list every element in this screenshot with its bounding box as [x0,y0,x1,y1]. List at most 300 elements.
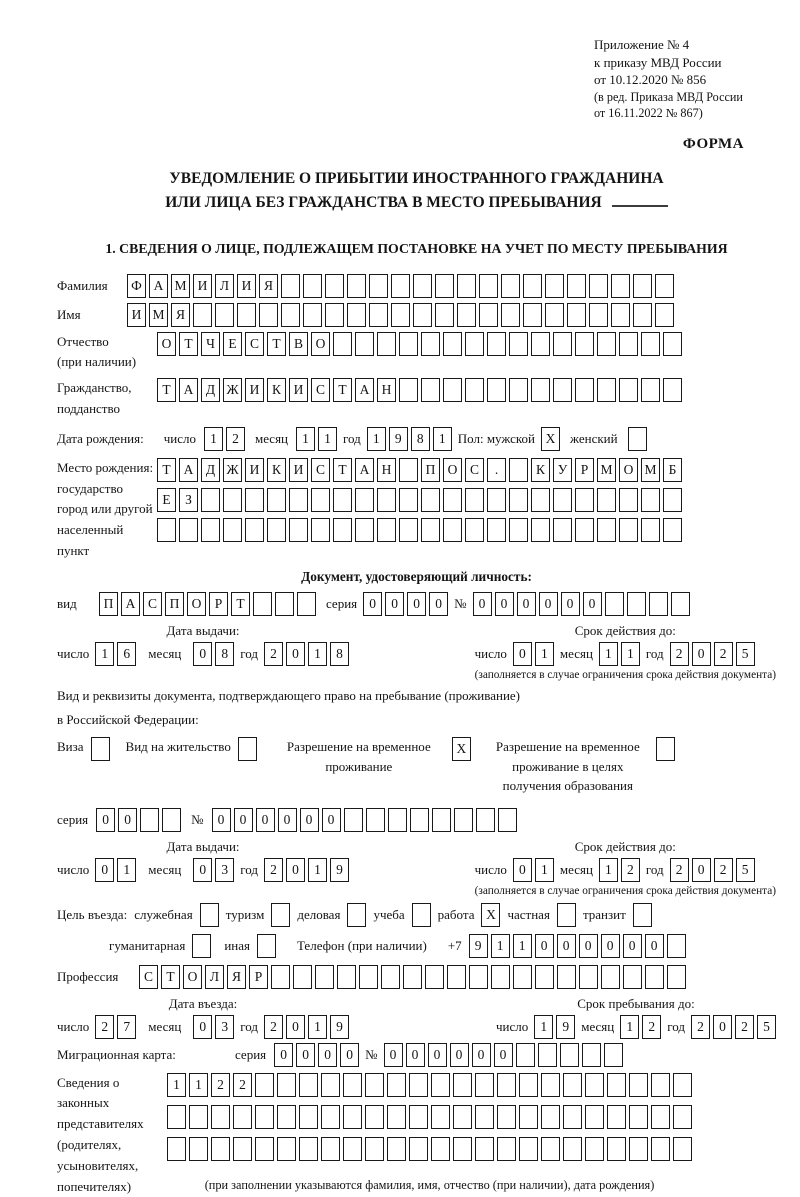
doc-number-input[interactable] [473,592,690,616]
representatives-cell[interactable] [629,1073,648,1097]
residence-number-cell[interactable]: 0 [278,808,297,832]
entry-year-cell[interactable]: 9 [330,1015,349,1039]
expiry-day-cell[interactable]: 0 [513,642,532,666]
surname-cell[interactable] [545,274,564,298]
doc-series-cell[interactable]: 0 [385,592,404,616]
doc-series-cell[interactable]: 0 [363,592,382,616]
mc-series-input[interactable] [274,1043,359,1067]
res-expiry-day-cell[interactable]: 0 [513,858,532,882]
doc-kind-cell[interactable] [297,592,316,616]
phone-cell[interactable]: 0 [645,934,664,958]
surname-cell[interactable] [369,274,388,298]
purpose-private-cell[interactable] [557,903,576,927]
residence-number-cell[interactable]: 0 [212,808,231,832]
birth-place-cell[interactable] [289,488,308,512]
birth-place-cell[interactable] [267,488,286,512]
sex-male-cell[interactable]: X [541,427,560,451]
representatives-cell[interactable] [211,1105,230,1129]
doc-number-cell[interactable]: 0 [539,592,558,616]
birth-place-cell[interactable] [399,518,418,542]
sex-female-checkbox[interactable] [628,427,647,451]
issue-year-cell[interactable]: 2 [264,642,283,666]
given-name-cell[interactable] [413,303,432,327]
residence-series-cell[interactable]: 0 [118,808,137,832]
given-name-cell[interactable] [391,303,410,327]
citizenship-cell[interactable] [487,378,506,402]
issue-day-cell[interactable]: 6 [117,642,136,666]
birth-place-cell[interactable]: Б [663,458,682,482]
res-issue-year-cell[interactable]: 9 [330,858,349,882]
residence-number-cell[interactable] [454,808,473,832]
surname-cell[interactable] [589,274,608,298]
representatives-cell[interactable] [497,1105,516,1129]
doc-number-cell[interactable] [627,592,646,616]
entry-month-input[interactable] [193,1015,234,1039]
stay-day-cell[interactable]: 9 [556,1015,575,1039]
profession-cell[interactable] [667,965,686,989]
birth-place-cell[interactable] [575,518,594,542]
purpose-other-cell[interactable] [257,934,276,958]
residence-expiry-month[interactable] [599,858,640,882]
doc-kind-cell[interactable]: А [121,592,140,616]
birth-place-cell[interactable] [663,488,682,512]
profession-cell[interactable]: С [139,965,158,989]
residence-series-cell[interactable] [162,808,181,832]
mc-number-cell[interactable] [560,1043,579,1067]
birth-place-cell[interactable]: О [443,458,462,482]
citizenship-cell[interactable] [641,378,660,402]
citizenship-cell[interactable] [509,378,528,402]
identity-issue-day[interactable] [95,642,136,666]
mc-series-cell[interactable]: 0 [296,1043,315,1067]
representatives-cell[interactable] [277,1105,296,1129]
representatives-cell[interactable] [453,1137,472,1161]
res-issue-year-cell[interactable]: 0 [286,858,305,882]
citizenship-cell[interactable]: А [179,378,198,402]
representatives-cell[interactable] [365,1137,384,1161]
representatives-cell[interactable] [299,1137,318,1161]
issue-year-cell[interactable]: 8 [330,642,349,666]
birth-place-cell[interactable] [553,488,572,512]
representatives-row-3[interactable] [167,1137,692,1161]
entry-month-cell[interactable]: 0 [193,1015,212,1039]
representatives-cell[interactable] [519,1137,538,1161]
residence-series-cell[interactable]: 0 [96,808,115,832]
given-name-cell[interactable] [545,303,564,327]
purpose-private-checkbox[interactable] [557,903,576,927]
surname-cell[interactable] [347,274,366,298]
surname-cell[interactable] [435,274,454,298]
res-issue-month-cell[interactable]: 0 [193,858,212,882]
profession-cell[interactable]: О [183,965,202,989]
patronymic-cell[interactable]: В [289,332,308,356]
given-name-cell[interactable]: И [127,303,146,327]
citizenship-cell[interactable] [597,378,616,402]
res-issue-year-cell[interactable]: 2 [264,858,283,882]
patronymic-cell[interactable] [597,332,616,356]
birth-place-cell[interactable] [355,518,374,542]
patronymic-cell[interactable] [333,332,352,356]
entry-month-cell[interactable]: 3 [215,1015,234,1039]
birth-place-cell[interactable] [333,488,352,512]
profession-cell[interactable] [513,965,532,989]
res-expiry-year-cell[interactable]: 2 [714,858,733,882]
representatives-cell[interactable] [387,1137,406,1161]
birth-place-cell[interactable]: Д [201,458,220,482]
citizenship-cell[interactable]: Д [201,378,220,402]
profession-cell[interactable] [623,965,642,989]
representatives-cell[interactable] [519,1073,538,1097]
representatives-cell[interactable] [387,1073,406,1097]
entry-year-cell[interactable]: 0 [286,1015,305,1039]
birth-place-cell[interactable]: М [641,458,660,482]
birth-place-cell[interactable]: Н [377,458,396,482]
birth-day-input[interactable] [204,427,245,451]
doc-number-cell[interactable]: 0 [473,592,492,616]
birth-place-cell[interactable] [179,518,198,542]
representatives-cell[interactable] [321,1073,340,1097]
doc-kind-cell[interactable]: П [99,592,118,616]
representatives-cell[interactable] [431,1137,450,1161]
res-expiry-year-cell[interactable]: 5 [736,858,755,882]
expiry-year-cell[interactable]: 0 [692,642,711,666]
stay-day-cell[interactable]: 1 [534,1015,553,1039]
visa-checkbox[interactable] [91,737,110,761]
issue-month-cell[interactable]: 8 [215,642,234,666]
res-issue-day-cell[interactable]: 1 [117,858,136,882]
mc-series-cell[interactable]: 0 [274,1043,293,1067]
identity-expiry-day[interactable] [513,642,554,666]
profession-cell[interactable]: Т [161,965,180,989]
residence-expiry-day[interactable] [513,858,554,882]
profession-cell[interactable] [557,965,576,989]
doc-series-cell[interactable]: 0 [429,592,448,616]
representatives-cell[interactable] [519,1105,538,1129]
given-name-cell[interactable] [523,303,542,327]
temp-residence-edu-checkbox[interactable] [656,737,675,761]
profession-cell[interactable] [403,965,422,989]
temp-residence-checkbox-cell[interactable]: X [452,737,471,761]
surname-cell[interactable] [303,274,322,298]
doc-number-cell[interactable] [649,592,668,616]
birth-year-cell[interactable]: 1 [367,427,386,451]
representatives-row-1[interactable] [167,1073,692,1097]
doc-kind-cell[interactable]: Р [209,592,228,616]
patronymic-cell[interactable] [465,332,484,356]
issue-month-cell[interactable]: 0 [193,642,212,666]
birth-place-cell[interactable]: С [465,458,484,482]
birth-place-cell[interactable] [355,488,374,512]
citizenship-cell[interactable]: Н [377,378,396,402]
given-name-cell[interactable] [193,303,212,327]
representatives-cell[interactable] [453,1105,472,1129]
issue-year-cell[interactable]: 1 [308,642,327,666]
given-name-cell[interactable] [281,303,300,327]
representatives-cell[interactable] [607,1073,626,1097]
citizenship-cell[interactable]: С [311,378,330,402]
representatives-cell[interactable] [673,1073,692,1097]
patronymic-cell[interactable]: Ч [201,332,220,356]
representatives-cell[interactable] [651,1105,670,1129]
residence-number-input[interactable] [212,808,517,832]
given-name-cell[interactable]: Я [171,303,190,327]
patronymic-cell[interactable] [355,332,374,356]
representatives-cell[interactable] [431,1105,450,1129]
patronymic-cell[interactable] [487,332,506,356]
issue-year-cell[interactable]: 0 [286,642,305,666]
representatives-row-2[interactable] [167,1105,692,1129]
purpose-official-cell[interactable] [200,903,219,927]
representatives-cell[interactable] [387,1105,406,1129]
birth-place-cell[interactable] [509,488,528,512]
birth-year-cell[interactable]: 9 [389,427,408,451]
birth-place-cell[interactable]: З [179,488,198,512]
doc-kind-cell[interactable] [275,592,294,616]
citizenship-cell[interactable] [465,378,484,402]
doc-kind-cell[interactable] [253,592,272,616]
purpose-humanitarian-cell[interactable] [192,934,211,958]
surname-cell[interactable] [633,274,652,298]
doc-kind-cell[interactable]: О [187,592,206,616]
surname-input[interactable] [127,274,674,298]
representatives-cell[interactable]: 1 [167,1073,186,1097]
doc-number-cell[interactable] [671,592,690,616]
given-name-cell[interactable] [435,303,454,327]
birth-year-cell[interactable]: 8 [411,427,430,451]
residence-number-cell[interactable]: 0 [300,808,319,832]
mc-number-cell[interactable] [582,1043,601,1067]
birth-place-cell[interactable]: И [245,458,264,482]
citizenship-cell[interactable]: Т [333,378,352,402]
representatives-cell[interactable] [673,1137,692,1161]
doc-kind-cell[interactable]: С [143,592,162,616]
profession-cell[interactable] [271,965,290,989]
patronymic-cell[interactable]: О [311,332,330,356]
patronymic-cell[interactable]: С [245,332,264,356]
birth-month-input[interactable] [296,427,337,451]
purpose-business-cell[interactable] [347,903,366,927]
representatives-cell[interactable] [255,1137,274,1161]
representatives-cell[interactable] [343,1073,362,1097]
given-name-cell[interactable] [237,303,256,327]
purpose-tourism-cell[interactable] [271,903,290,927]
purpose-official-checkbox[interactable] [200,903,219,927]
representatives-cell[interactable] [541,1073,560,1097]
birth-place-row-1[interactable] [157,458,682,482]
identity-issue-year[interactable] [264,642,349,666]
surname-cell[interactable] [325,274,344,298]
residence-series-cell[interactable] [140,808,159,832]
doc-series-input[interactable] [363,592,448,616]
res-expiry-month-cell[interactable]: 1 [599,858,618,882]
patronymic-cell[interactable] [531,332,550,356]
mc-number-input[interactable] [384,1043,623,1067]
surname-cell[interactable] [611,274,630,298]
entry-year-cell[interactable]: 1 [308,1015,327,1039]
representatives-cell[interactable] [673,1105,692,1129]
stay-month-cell[interactable]: 1 [620,1015,639,1039]
citizenship-cell[interactable]: К [267,378,286,402]
representatives-cell[interactable] [563,1073,582,1097]
doc-series-cell[interactable]: 0 [407,592,426,616]
given-name-cell[interactable] [589,303,608,327]
representatives-cell[interactable] [629,1105,648,1129]
birth-place-cell[interactable] [597,518,616,542]
residence-issue-year[interactable] [264,858,349,882]
citizenship-cell[interactable] [619,378,638,402]
representatives-cell[interactable] [343,1105,362,1129]
profession-cell[interactable] [491,965,510,989]
profession-cell[interactable] [381,965,400,989]
mc-number-cell[interactable]: 0 [450,1043,469,1067]
residence-number-cell[interactable]: 0 [234,808,253,832]
residence-number-cell[interactable] [410,808,429,832]
phone-cell[interactable]: 0 [601,934,620,958]
phone-cell[interactable]: 1 [513,934,532,958]
birth-place-cell[interactable]: . [487,458,506,482]
representatives-cell[interactable] [585,1137,604,1161]
phone-cell[interactable] [667,934,686,958]
birth-place-cell[interactable] [245,518,264,542]
representatives-cell[interactable] [651,1073,670,1097]
birth-place-cell[interactable] [641,488,660,512]
patronymic-cell[interactable] [575,332,594,356]
birth-place-cell[interactable] [333,518,352,542]
birth-place-cell[interactable]: Р [575,458,594,482]
birth-place-cell[interactable] [531,518,550,542]
citizenship-cell[interactable]: Т [157,378,176,402]
representatives-cell[interactable] [475,1073,494,1097]
mc-number-cell[interactable]: 0 [406,1043,425,1067]
patronymic-input[interactable] [157,332,682,356]
birth-place-cell[interactable] [201,488,220,512]
representatives-cell[interactable] [563,1105,582,1129]
birth-place-cell[interactable] [223,518,242,542]
birth-place-cell[interactable] [377,488,396,512]
representatives-cell[interactable] [475,1105,494,1129]
residence-expiry-year[interactable] [670,858,755,882]
birth-day-cell[interactable]: 2 [226,427,245,451]
birth-place-cell[interactable]: Т [333,458,352,482]
mc-number-cell[interactable]: 0 [428,1043,447,1067]
representatives-cell[interactable] [497,1073,516,1097]
citizenship-cell[interactable]: И [245,378,264,402]
representatives-cell[interactable] [343,1137,362,1161]
expiry-day-cell[interactable]: 1 [535,642,554,666]
birth-place-cell[interactable]: М [597,458,616,482]
representatives-cell[interactable] [299,1105,318,1129]
purpose-transit-checkbox[interactable] [633,903,652,927]
surname-cell[interactable] [457,274,476,298]
birth-place-cell[interactable] [267,518,286,542]
doc-kind-cell[interactable]: Т [231,592,250,616]
representatives-cell[interactable] [629,1137,648,1161]
res-issue-year-cell[interactable]: 1 [308,858,327,882]
entry-year-cell[interactable]: 2 [264,1015,283,1039]
mc-number-cell[interactable]: 0 [494,1043,513,1067]
birth-place-cell[interactable] [443,518,462,542]
profession-cell[interactable] [447,965,466,989]
visa-checkbox-cell[interactable] [91,737,110,761]
entry-day-cell[interactable]: 7 [117,1015,136,1039]
citizenship-cell[interactable] [443,378,462,402]
phone-cell[interactable]: 0 [579,934,598,958]
stay-year-cell[interactable]: 2 [735,1015,754,1039]
birth-place-cell[interactable] [597,488,616,512]
sex-male-checkbox[interactable] [541,427,560,451]
identity-expiry-year[interactable] [670,642,755,666]
purpose-transit-cell[interactable] [633,903,652,927]
birth-place-cell[interactable] [223,488,242,512]
representatives-cell[interactable] [497,1137,516,1161]
citizenship-cell[interactable]: И [289,378,308,402]
residence-number-cell[interactable]: 0 [322,808,341,832]
patronymic-cell[interactable] [399,332,418,356]
given-name-cell[interactable] [215,303,234,327]
res-expiry-month-cell[interactable]: 2 [621,858,640,882]
birth-place-cell[interactable]: О [619,458,638,482]
given-name-cell[interactable] [567,303,586,327]
representatives-cell[interactable] [651,1137,670,1161]
profession-cell[interactable] [579,965,598,989]
birth-place-cell[interactable] [245,488,264,512]
patronymic-cell[interactable] [443,332,462,356]
surname-cell[interactable]: Я [259,274,278,298]
profession-input[interactable] [139,965,686,989]
phone-input[interactable] [469,934,686,958]
res-expiry-year-cell[interactable]: 0 [692,858,711,882]
birth-place-cell[interactable] [311,518,330,542]
birth-place-cell[interactable] [641,518,660,542]
stay-year-cell[interactable]: 2 [691,1015,710,1039]
patronymic-cell[interactable] [619,332,638,356]
doc-number-cell[interactable]: 0 [495,592,514,616]
birth-place-cell[interactable]: Ж [223,458,242,482]
residence-permit-checkbox[interactable] [238,737,257,761]
phone-cell[interactable]: 0 [623,934,642,958]
profession-cell[interactable]: Л [205,965,224,989]
residence-permit-checkbox-cell[interactable] [238,737,257,761]
representatives-cell[interactable] [409,1073,428,1097]
profession-cell[interactable] [601,965,620,989]
representatives-cell[interactable] [277,1137,296,1161]
expiry-month-cell[interactable]: 1 [621,642,640,666]
surname-cell[interactable]: И [237,274,256,298]
residence-series-input[interactable] [96,808,181,832]
entry-day-cell[interactable]: 2 [95,1015,114,1039]
surname-cell[interactable] [523,274,542,298]
patronymic-cell[interactable]: Т [179,332,198,356]
residence-issue-day[interactable] [95,858,136,882]
identity-issue-month[interactable] [193,642,234,666]
representatives-cell[interactable] [167,1137,186,1161]
representatives-cell[interactable]: 2 [211,1073,230,1097]
representatives-cell[interactable]: 1 [189,1073,208,1097]
representatives-cell[interactable] [233,1137,252,1161]
expiry-month-cell[interactable]: 1 [599,642,618,666]
representatives-cell[interactable] [409,1137,428,1161]
expiry-year-cell[interactable]: 5 [736,642,755,666]
birth-place-cell[interactable] [619,518,638,542]
given-name-cell[interactable] [303,303,322,327]
representatives-cell[interactable] [431,1073,450,1097]
identity-expiry-month[interactable] [599,642,640,666]
birth-place-cell[interactable] [509,458,528,482]
doc-kind-input[interactable] [99,592,316,616]
profession-cell[interactable]: Р [249,965,268,989]
representatives-cell[interactable] [541,1105,560,1129]
doc-number-cell[interactable] [605,592,624,616]
